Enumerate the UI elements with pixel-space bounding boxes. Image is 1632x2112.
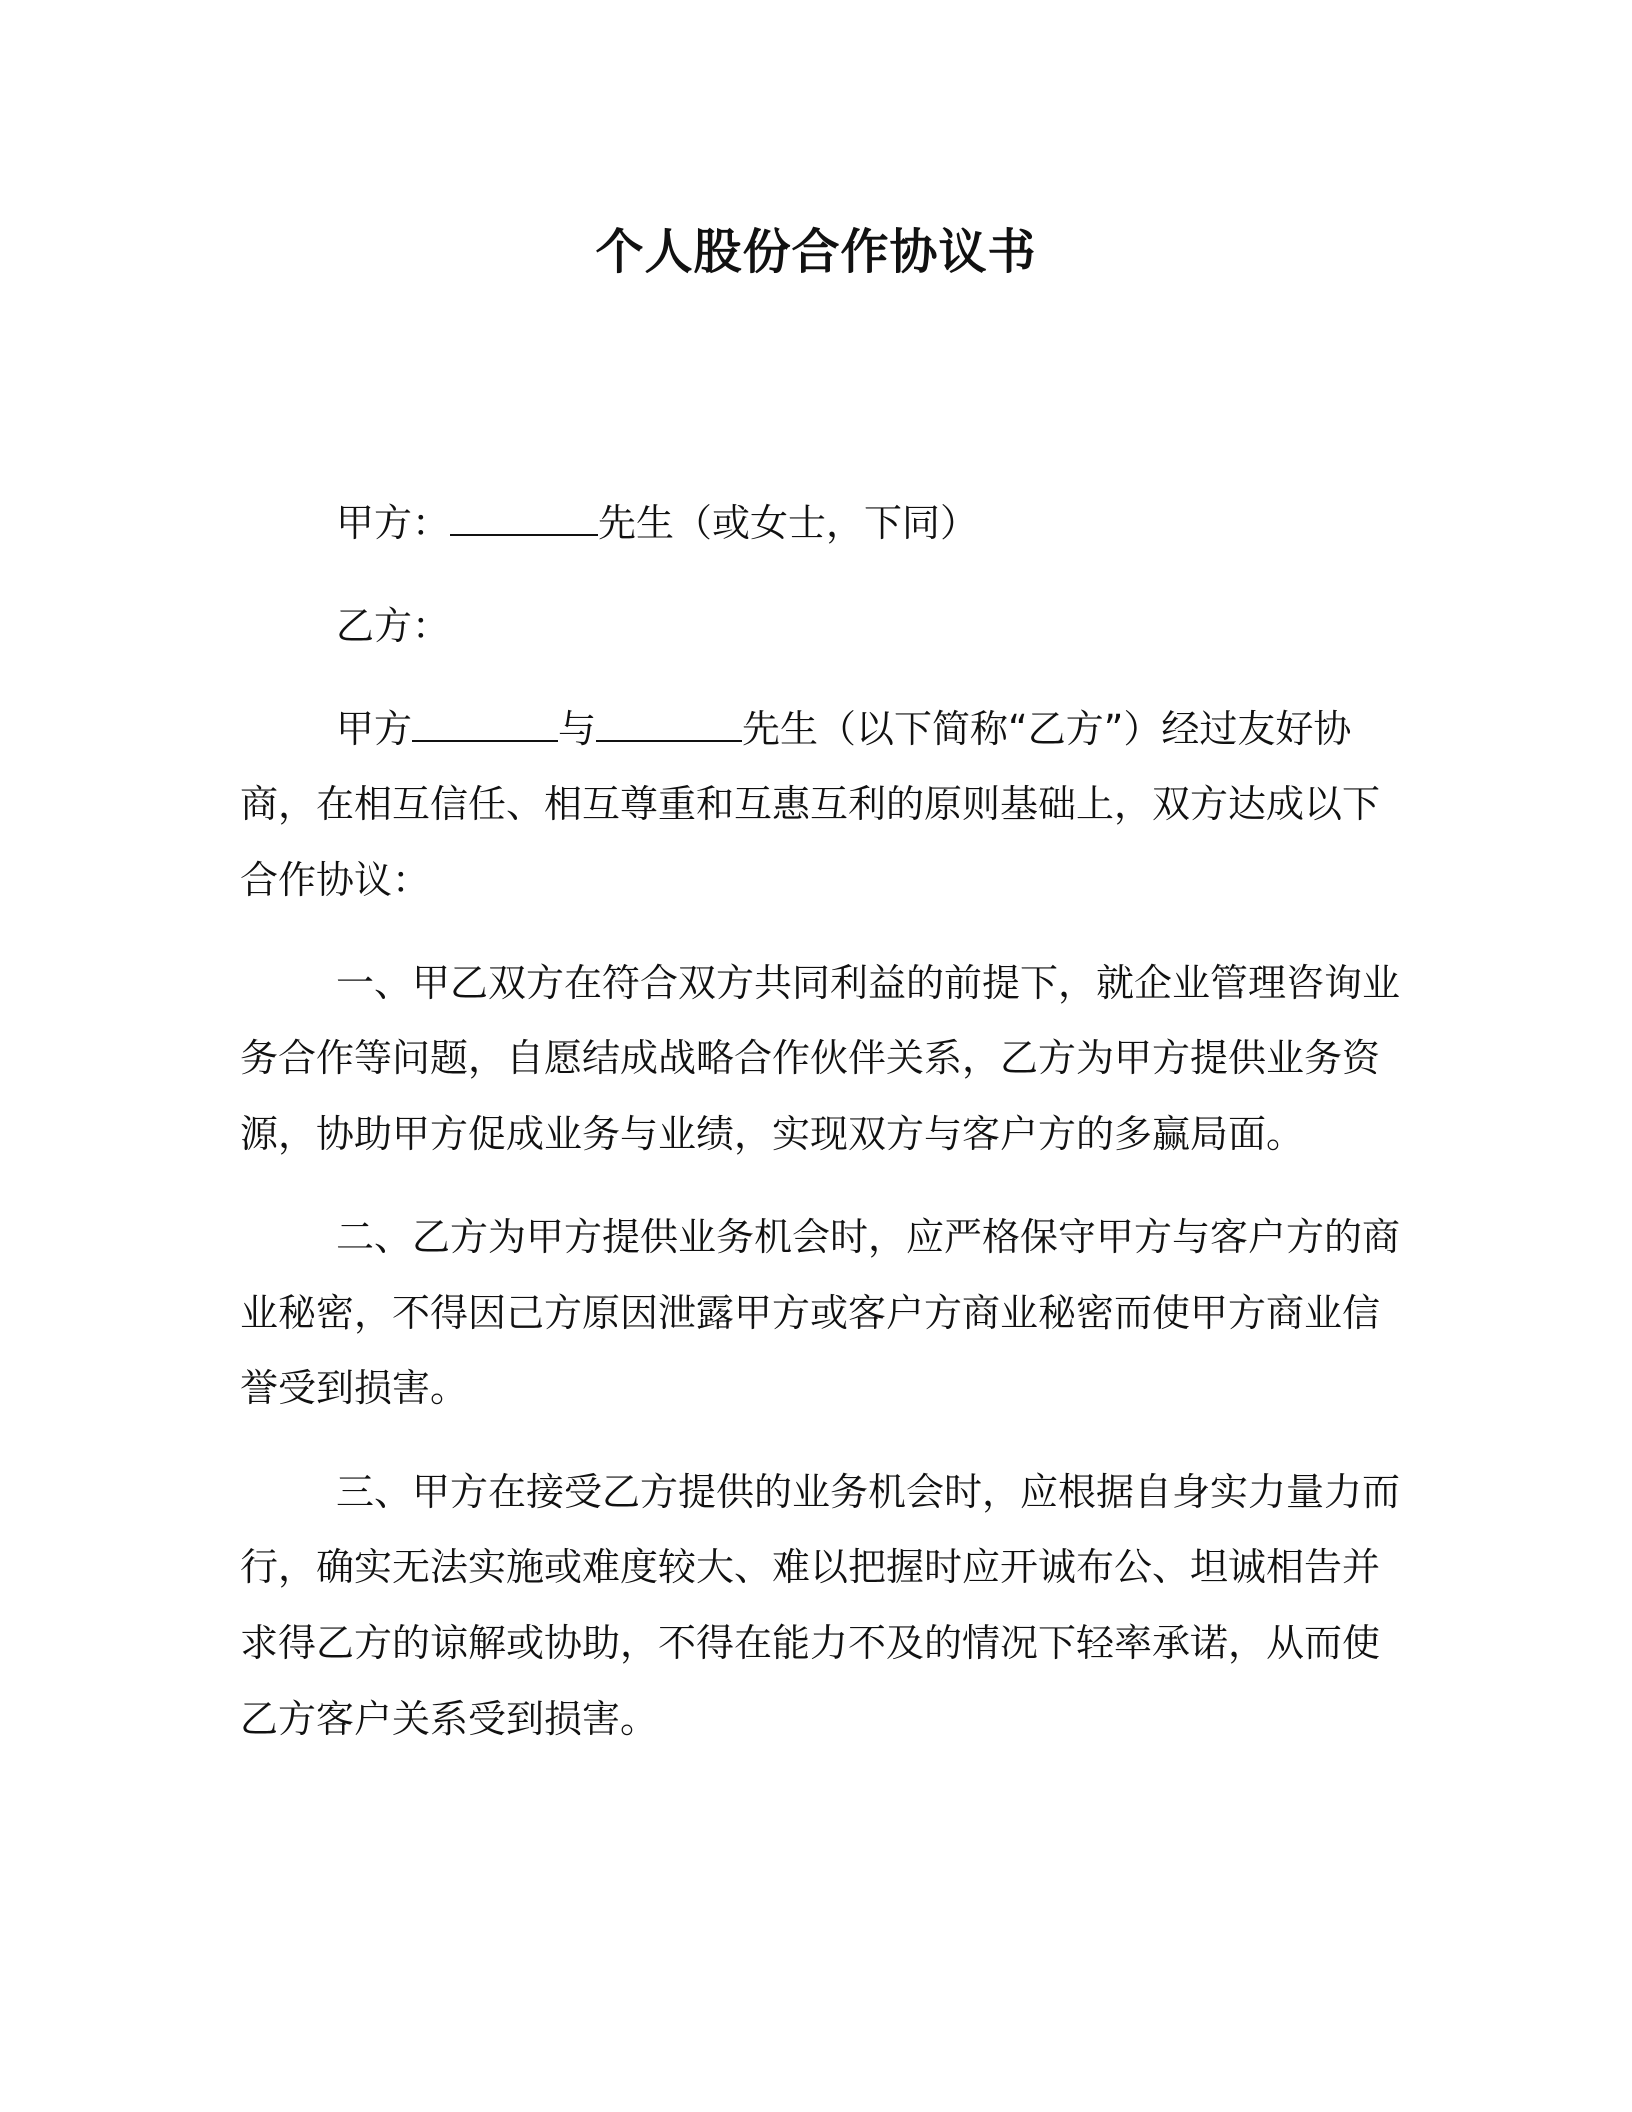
clause-2-line-2: 业秘密，不得因己方原因泄露甲方或客户方商业秘密而使甲方商业信 [240,1291,1381,1335]
preamble-line-2: 商，在相互信任、相互尊重和互惠互利的原则基础上，双方达成以下 [240,782,1381,826]
party-b-line [336,601,450,651]
clause-3-line-1: 三、甲方在接受乙方提供的业务机会时，应根据自身实力量力而 [336,1470,1401,1514]
clause-2-line-1: 二、乙方为甲方提供业务机会时，应严格保守甲方与客户方的商 [336,1215,1401,1259]
clause-3-line-3: 求得乙方的谅解或协助，不得在能力不及的情况下轻率承诺，从而使 [240,1621,1381,1665]
clause-1-line-3: 源，协助甲方促成业务与业绩，实现双方与客户方的多赢局面。 [240,1112,1305,1156]
preamble-part-2: 与 [558,707,597,751]
party-b-label: 乙方： [336,604,451,648]
party-a-label: 甲方： [336,501,451,545]
preamble-line-3: 合作协议： [240,858,431,902]
clause-2-line-3: 誉受到损害。 [240,1366,469,1410]
clause-3-line-4: 乙方客户关系受到损害。 [240,1697,659,1741]
party-a-suffix: 先生（或女士，下同） [598,501,979,545]
preamble-line-1 [336,704,1351,754]
clause-1-line-1: 一、甲乙双方在符合双方共同利益的前提下，就企业管理咨询业 [336,961,1401,1005]
preamble-blank-1 [412,704,558,742]
clause-3-line-2: 行，确实无法实施或难度较大、难以把握时应开诚布公、坦诚相告并 [240,1545,1381,1589]
clause-1-line-2: 务合作等问题，自愿结成战略合作伙伴关系，乙方为甲方提供业务资 [240,1036,1381,1080]
party-a-line [336,498,978,548]
preamble-part-1: 甲方 [336,707,413,751]
preamble-part-3: 先生（以下简称“乙方”）经过友好协 [742,707,1352,751]
party-a-name-blank [450,498,598,536]
document-title: 个人股份合作协议书 [595,224,1037,280]
preamble-blank-2 [596,704,742,742]
